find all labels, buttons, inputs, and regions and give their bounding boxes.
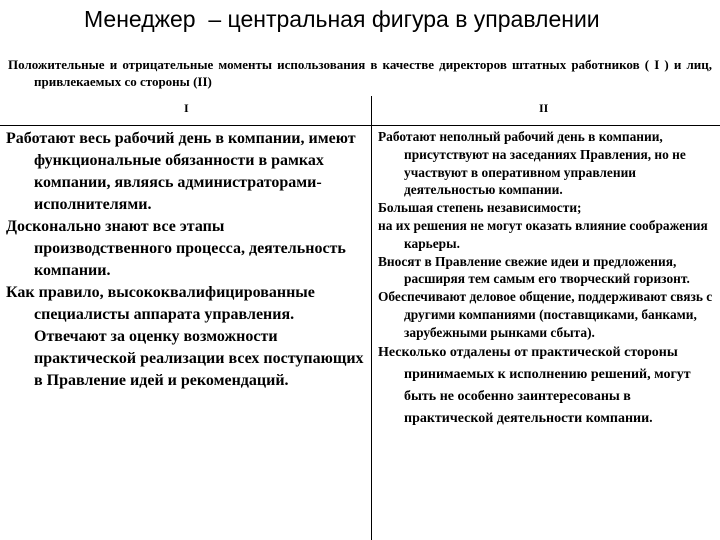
column-external-directors <box>378 128 716 430</box>
column-header-staff: I <box>184 101 189 115</box>
column-staff-directors <box>6 128 364 392</box>
list-item: Досконально знают все этапы производственного процесса, деятельность компании. <box>6 218 346 279</box>
list-item: Несколько отдалены от практической стороны принимаемых к исполнению решений, могут быть не особенно заинтересованы в практической деятельности компании. <box>378 344 691 426</box>
list-item: Вносят в Правление свежие идеи и предложения, расширяя тем самым его творческий горизонт. <box>378 253 690 287</box>
column-header-external: II <box>539 101 549 115</box>
table-header-divider <box>0 125 720 126</box>
list-item: Как правило, высококвалифицированные специалисты аппарата управления. Отвечают за оценку возможности практической реализации всех поступающих в Правление идей и рекомендаций. <box>6 284 364 389</box>
list-item: Обеспечивают деловое общение, поддерживают связь с другими компаниями (поставщиками, банками, зарубежными рынками сбыта). <box>378 289 713 340</box>
column-divider <box>371 96 372 540</box>
list-item: Работают весь рабочий день в компании, имеют функциональные обязанности в рамках компании, являясь администраторами-исполнителями. <box>6 130 356 213</box>
list-item: Работают неполный рабочий день в компании, присутствуют на заседаниях Правления, но не участвуют в оперативном управлении деятельностью компании. <box>378 129 686 198</box>
page-title: Менеджер – центральная фигура в управлении <box>84 6 600 32</box>
list-item: на их решения не могут оказать влияние соображения карьеры. <box>378 217 708 251</box>
intro-paragraph: Положительные и отрицательные моменты использования в качестве директоров штатных работников ( I ) и лиц, привлекаемых со стороны (II) <box>8 57 712 89</box>
list-item: Большая степень независимости; <box>378 200 582 216</box>
